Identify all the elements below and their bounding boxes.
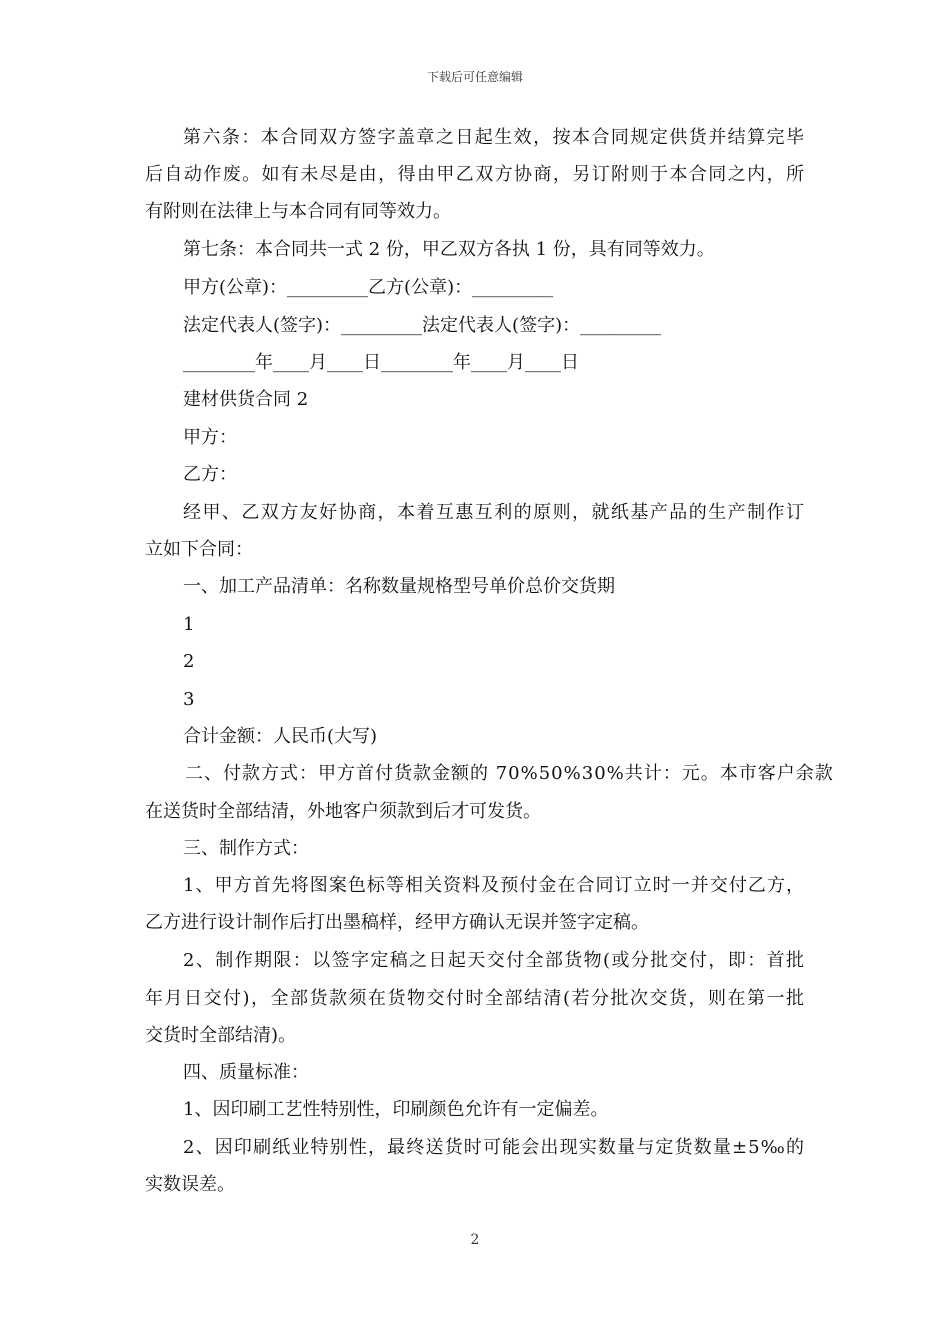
paragraph-line: 第七条：本合同共一式 2 份，甲乙双方各执 1 份，具有同等效力。 — [183, 239, 715, 260]
list-item: 3 — [183, 689, 195, 710]
paragraph-line: 乙方进行设计制作后打出墨稿样，经甲方确认无误并签字定稿。 — [145, 912, 649, 933]
paragraph-line: 年月日交付)，全部货款须在货物交付时全部结清(若分批次交货，则在第一批 — [145, 988, 805, 1009]
clause-heading: 一、加工产品清单：名称数量规格型号单价总价交货期 — [183, 576, 615, 597]
clause-heading: 三、制作方式： — [183, 838, 309, 859]
paragraph-line: 经甲、乙双方友好协商，本着互惠互利的原则，就纸基产品的生产制作订 — [183, 502, 805, 523]
party-a-line: 甲方： — [183, 427, 237, 448]
paragraph-line: 后自动作废。如有未尽是由，得由甲乙双方协商，另订附则于本合同之内，所 — [145, 164, 805, 185]
paragraph-line: 在送货时全部结清，外地客户须款到后才可发货。 — [145, 801, 541, 822]
paragraph-line: 立如下合同： — [145, 539, 253, 560]
paragraph-line: 有附则在法律上与本合同有同等效力。 — [145, 201, 451, 222]
paragraph-line: 第六条：本合同双方签字盖章之日起生效，按本合同规定供货并结算完毕 — [183, 127, 805, 148]
paragraph-line: 交货时全部结清)。 — [145, 1025, 297, 1046]
list-item: 1 — [183, 614, 195, 635]
clause-heading: 四、质量标准： — [183, 1062, 309, 1083]
paragraph-line: 实数误差。 — [145, 1174, 235, 1195]
paragraph-line: 1、甲方首先将图案色标等相关资料及预付金在合同订立时一并交付乙方， — [183, 875, 805, 896]
page-number: 2 — [470, 1232, 480, 1248]
paragraph-line: 2、因印刷纸业特别性，最终送货时可能会出现实数量与定货数量±5‰的 — [183, 1137, 805, 1158]
signature-line: 甲方(公章)：_________乙方(公章)：_________ — [183, 277, 554, 298]
list-item: 2 — [183, 651, 195, 672]
signature-line: 法定代表人(签字)：_________法定代表人(签字)：_________ — [183, 315, 662, 336]
paragraph-line: 2、制作期限：以签字定稿之日起天交付全部货物(或分批交付，即：首批 — [183, 950, 805, 971]
section-title: 建材供货合同 2 — [183, 389, 309, 410]
total-amount-line: 合计金额：人民币(大写) — [183, 726, 378, 747]
page-header: 下载后可任意编辑 — [426, 70, 523, 84]
paragraph-line: 二、付款方式：甲方首付货款金额的 70%50%30%共计：元。本市客户余款 — [185, 763, 834, 784]
party-b-line: 乙方： — [183, 464, 237, 485]
paragraph-line: 1、因印刷工艺性特别性，印刷颜色允许有一定偏差。 — [183, 1099, 609, 1120]
date-line: ________年____月____日________年____月____日 — [183, 352, 579, 373]
